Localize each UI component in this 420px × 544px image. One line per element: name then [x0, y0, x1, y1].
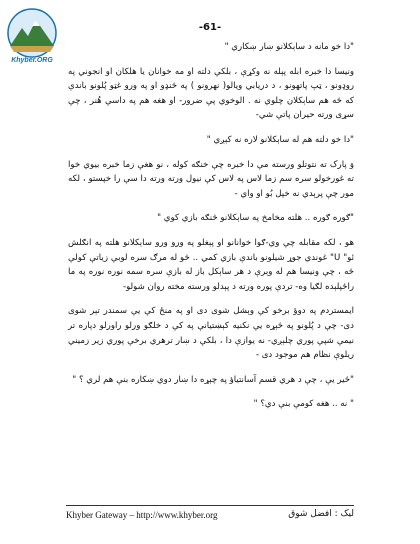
mountain-logo-icon [6, 8, 58, 58]
paragraph: " نه .. هغه کومې بنې دي؟ " [253, 399, 354, 410]
paragraph: ایمستردم په دوؤ برخو کې وېشل شوی دی او په منځ کې یې سمندر تېر شوی دی- چې د پُلونو په څېړه یې نکنیه کېښتیانې په کې د خلګو ورلو راورلو دپاره تر نیمې شپې پوري چلېږي- نه یوازې دا ، بلکې د ښار ترهري برخې پوري زیر زمیني ریلوې نظام هم موجود دی - [68, 306, 354, 361]
footer-author: لیک : افضل شوق [288, 509, 354, 519]
khyber-logo [6, 8, 58, 68]
footer-site-link[interactable]: Khyber Gateway – http://www.khyber.org [66, 510, 218, 520]
paragraph: "ګوره ګوره .. هلته مخامخ په ساېکلانو څنګه بازي کوي " [157, 213, 354, 224]
article-body [68, 40, 354, 422]
paragraph: "دا خو مانه د ساېکلانو ښار ښکاري " [224, 42, 354, 52]
footer-divider [66, 505, 354, 506]
paragraph: "دا خو دلته هم له ساېکلانو لاره نه کېږي " [206, 134, 354, 145]
paragraph: ونیسا دا خبره ابله پېله نه وکړې ، بلکې دلته او مه خوانان یا هلکان او انجوني په روډونو ، ټپ پاتهونو ، د دریابي ویالو( نهرونو ) په څنډو او په ورو غټو پُلونو باندې که څه هم ساېکلان چلوي نه . الوخوي پې ضرور- او هغه هم په داسې هُنر ، چې سړی ورته حیران پاتې شي- [68, 66, 354, 121]
paragraph: هو ، لکه مقابله چې وي-ګوا خوانانو او پېغلو په ورو ورو ساېکلانو هلته په انګلش ئو" U" غوندي جوړ شیلونو باندې بازي کمي .. څو له مرګ سره لوبې زیاتې کولې څه ، چې ونیسا هم له وېرې د هر ساېکل باز له بازې سره سمه نوره نوره په ما راځپلېده لګیا وه- تردې پوره ورته د پېدلو ورسته مخته روان شولو- [68, 237, 354, 292]
logo-text: Khyber.ORG [11, 57, 53, 64]
paragraph: "ځیر یې ، چې د هري قسم آسانتیاؤ په چېړه دا ښار دوي ښکاره بنې هم لري ؟ " [72, 374, 354, 385]
paragraph: وَ پارک ته نتوتلو ورسته مې دا خبره چې خنګه کوله ، نو هغې زما خبره بیوي خوا ته غورخولو سره سم زما لاس په لاس کې نیول ورته ورته دا سې را خپستو ، لکه مور چې پرېدي نه خپل بُو او واي - [68, 159, 354, 199]
page-number: -61- [198, 22, 222, 33]
